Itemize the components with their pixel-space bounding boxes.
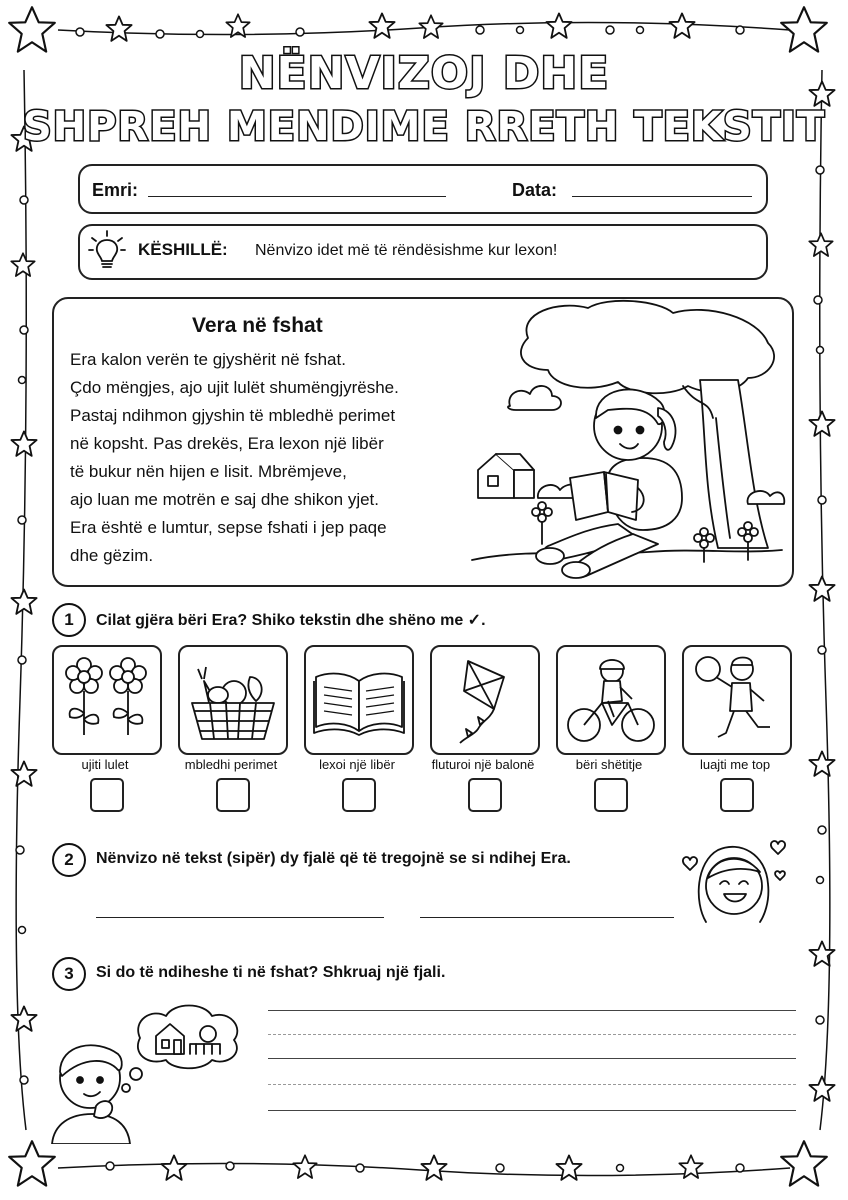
question-3-text: Si do të ndiheshe ti në fshat? Shkruaj një fjali. bbox=[96, 964, 446, 981]
story-line: të bukur nën hijen e lisit. Mbrëmjeve, bbox=[70, 462, 347, 481]
name-field[interactable] bbox=[148, 196, 446, 197]
story-line: Çdo mëngjes, ajo ujit lulët shumëngjyrëshe. bbox=[70, 378, 399, 397]
writing-line-3[interactable] bbox=[268, 1110, 796, 1111]
story-line: dhe gëzim. bbox=[70, 546, 154, 565]
option-label: mbledhi perimet bbox=[184, 757, 278, 772]
option-card-bike bbox=[556, 645, 666, 755]
happy-girl-face-icon bbox=[676, 832, 792, 928]
question-1-number: 1 bbox=[52, 603, 86, 637]
page-title-line1: NËNVIZOJ DHE bbox=[238, 48, 610, 99]
lightbulb-icon bbox=[86, 228, 128, 274]
page-title-line2: SHPREH MENDIME RRETH TEKSTIT bbox=[22, 104, 826, 150]
date-label: Data: bbox=[512, 180, 558, 200]
question-1-text: Cilat gjëra bëri Era? Shiko tekstin dhe shëno me ✓. bbox=[96, 612, 486, 629]
option-card-ball bbox=[682, 645, 792, 755]
story-line: në kopsht. Pas drekës, Era lexon një libër bbox=[70, 434, 384, 453]
name-date-box bbox=[78, 164, 768, 214]
question-2-text: Nënvizo në tekst (sipër) dy fjalë që të tregojnë se si ndihej Era. bbox=[96, 850, 571, 867]
girl-reading-illustration bbox=[468, 298, 786, 580]
checkbox-luajti-me-top[interactable] bbox=[720, 778, 754, 812]
vegetable-basket-icon bbox=[180, 647, 286, 753]
writing-guide-line-2 bbox=[268, 1084, 796, 1085]
checkbox-mbledhi-perimet[interactable] bbox=[216, 778, 250, 812]
option-card-kite bbox=[430, 645, 540, 755]
writing-line-2[interactable] bbox=[268, 1058, 796, 1059]
story-line: Pastaj ndihmon gjyshin të mbledhë perimet bbox=[70, 406, 396, 425]
story-line: Era kalon verën te gjyshërit në fshat. bbox=[70, 350, 346, 369]
flowers-icon bbox=[54, 647, 160, 753]
answer-line-word-1[interactable] bbox=[96, 917, 384, 918]
story-title: Vera në fshat bbox=[192, 314, 323, 337]
question-2-number: 2 bbox=[52, 843, 86, 877]
ball-play-icon bbox=[684, 647, 790, 753]
option-card-book bbox=[304, 645, 414, 755]
option-label: luajti me top bbox=[699, 757, 771, 772]
tip-label: KËSHILLË: bbox=[138, 240, 228, 259]
option-label: ujiti lulet bbox=[81, 757, 129, 772]
option-label: bëri shëtitje bbox=[575, 757, 643, 772]
checkbox-beri-shetitje[interactable] bbox=[594, 778, 628, 812]
bicycle-icon bbox=[558, 647, 664, 753]
checkbox-lexoi-liber[interactable] bbox=[342, 778, 376, 812]
name-label: Emri: bbox=[92, 180, 139, 200]
checkbox-fluturoi-balone[interactable] bbox=[468, 778, 502, 812]
tip-text: Nënvizo idet më të rëndësishme kur lexon! bbox=[255, 242, 558, 259]
story-line: Era është e lumtur, sepse fshati i jep paqe bbox=[70, 518, 387, 537]
option-label: lexoi një libër bbox=[319, 757, 395, 772]
writing-line-1[interactable] bbox=[268, 1010, 796, 1011]
story-line: ajo luan me motrën e saj dhe shikon yjet. bbox=[70, 490, 380, 509]
question-3-number: 3 bbox=[52, 957, 86, 991]
writing-guide-line-1 bbox=[268, 1034, 796, 1035]
date-field[interactable] bbox=[572, 196, 752, 197]
open-book-icon bbox=[306, 647, 412, 753]
option-card-vegetables bbox=[178, 645, 288, 755]
answer-line-word-2[interactable] bbox=[420, 917, 674, 918]
option-card-flowers bbox=[52, 645, 162, 755]
option-label: fluturoi një balonë bbox=[431, 757, 535, 772]
checkbox-ujiti-lulet[interactable] bbox=[90, 778, 124, 812]
thinking-boy-illustration bbox=[44, 998, 266, 1144]
kite-icon bbox=[432, 647, 538, 753]
